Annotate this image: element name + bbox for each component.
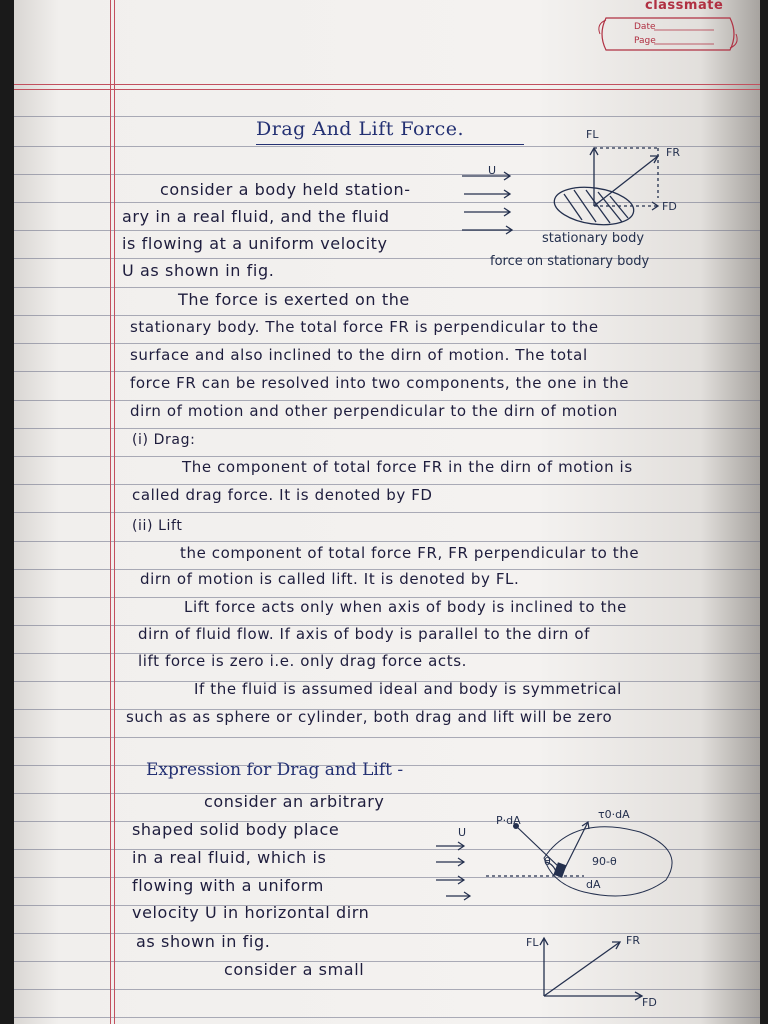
para2-line: stationary body. The total force FR is perpendicular to the (130, 318, 599, 336)
figure2-label-angle: 90-θ (592, 855, 617, 868)
para2-line: surface and also inclined to the dirn of motion. The total (130, 346, 588, 364)
expression-heading: Expression for Drag and Lift - (146, 760, 404, 780)
figure2-label-u: U (458, 826, 467, 839)
figure2-label-da: dA (586, 878, 601, 891)
ruled-line (14, 315, 760, 316)
margin-line (110, 0, 111, 1024)
ruled-line (14, 428, 760, 429)
figure3-label-fd: FD (642, 996, 657, 1009)
para1-line: ary in a real fluid, and the fluid (122, 207, 390, 226)
ruled-line (14, 371, 760, 372)
expression-line: consider an arbitrary (204, 792, 385, 811)
ruled-line (14, 400, 760, 401)
para1-line: consider a body held station- (160, 180, 411, 199)
ruled-line (14, 541, 760, 542)
figure1-label-fd: FD (662, 200, 677, 213)
header-rule (14, 89, 760, 90)
figure2-label-pda: P·dA (496, 814, 521, 827)
ruled-line (14, 793, 760, 794)
lift-line: Lift force acts only when axis of body is inclined to the (184, 598, 627, 616)
drag-line: called drag force. It is denoted by FD (132, 486, 433, 504)
ruled-line (14, 512, 760, 513)
expression-line: flowing with a uniform (132, 876, 324, 895)
figure1-caption: force on stationary body (490, 254, 650, 269)
figure1-caption-body: stationary body (542, 231, 645, 246)
para1-line: is flowing at a uniform velocity (122, 234, 388, 253)
para2-line: The force is exerted on the (178, 290, 410, 309)
page-label: Page (634, 36, 656, 46)
ruled-line (14, 737, 760, 738)
elemental-area-figure (434, 800, 704, 910)
ruled-line (14, 116, 760, 117)
date-box-outline (596, 14, 740, 54)
drag-line: The component of total force FR in the dirn of motion is (182, 458, 633, 476)
figure1-label-u: U (488, 164, 497, 177)
expression-line: as shown in fig. (136, 932, 271, 951)
figure2-label-theta: θ (544, 855, 551, 868)
expression-line: velocity U in horizontal dirn (132, 903, 370, 922)
figure3-label-fl: FL (526, 936, 539, 949)
date-label: Date (634, 22, 656, 32)
lift-line: such as as sphere or cylinder, both drag and lift will be zero (126, 708, 613, 726)
ruled-line (14, 1017, 760, 1018)
lift-line: the component of total force FR, FR perpendicular to the (180, 544, 640, 562)
ruled-line (14, 343, 760, 344)
brand-logo: classmate (645, 0, 724, 13)
ruled-line (14, 484, 760, 485)
para2-line: dirn of motion and other perpendicular to the dirn of motion (130, 402, 618, 420)
date-page-box (596, 14, 740, 54)
lift-line: dirn of motion is called lift. It is denoted by FL. (140, 570, 520, 588)
expression-line: in a real fluid, which is (132, 848, 327, 867)
notebook-page (14, 0, 760, 1024)
lift-heading: (ii) Lift (132, 518, 183, 534)
ruled-line (14, 287, 760, 288)
lift-line: dirn of fluid flow. If axis of body is parallel to the dirn of (138, 625, 590, 643)
margin-line (114, 0, 115, 1024)
figure2-label-tda: τ0·dA (598, 808, 630, 821)
expression-line: consider a small (224, 960, 365, 979)
figure1-label-fl: FL (586, 128, 599, 141)
header-rule (14, 84, 760, 85)
ruled-line (14, 456, 760, 457)
figure3-label-fr: FR (626, 934, 640, 947)
page-title: Drag And Lift Force. (256, 118, 464, 140)
expression-line: shaped solid body place (132, 820, 340, 839)
lift-line: If the fluid is assumed ideal and body is symmetrical (194, 680, 622, 698)
lift-line: lift force is zero i.e. only drag force acts. (138, 652, 467, 670)
para1-line: U as shown in fig. (122, 261, 275, 280)
drag-heading: (i) Drag: (132, 432, 196, 448)
para2-line: force FR can be resolved into two components, the one in the (130, 374, 630, 392)
figure1-label-fr: FR (666, 146, 680, 159)
